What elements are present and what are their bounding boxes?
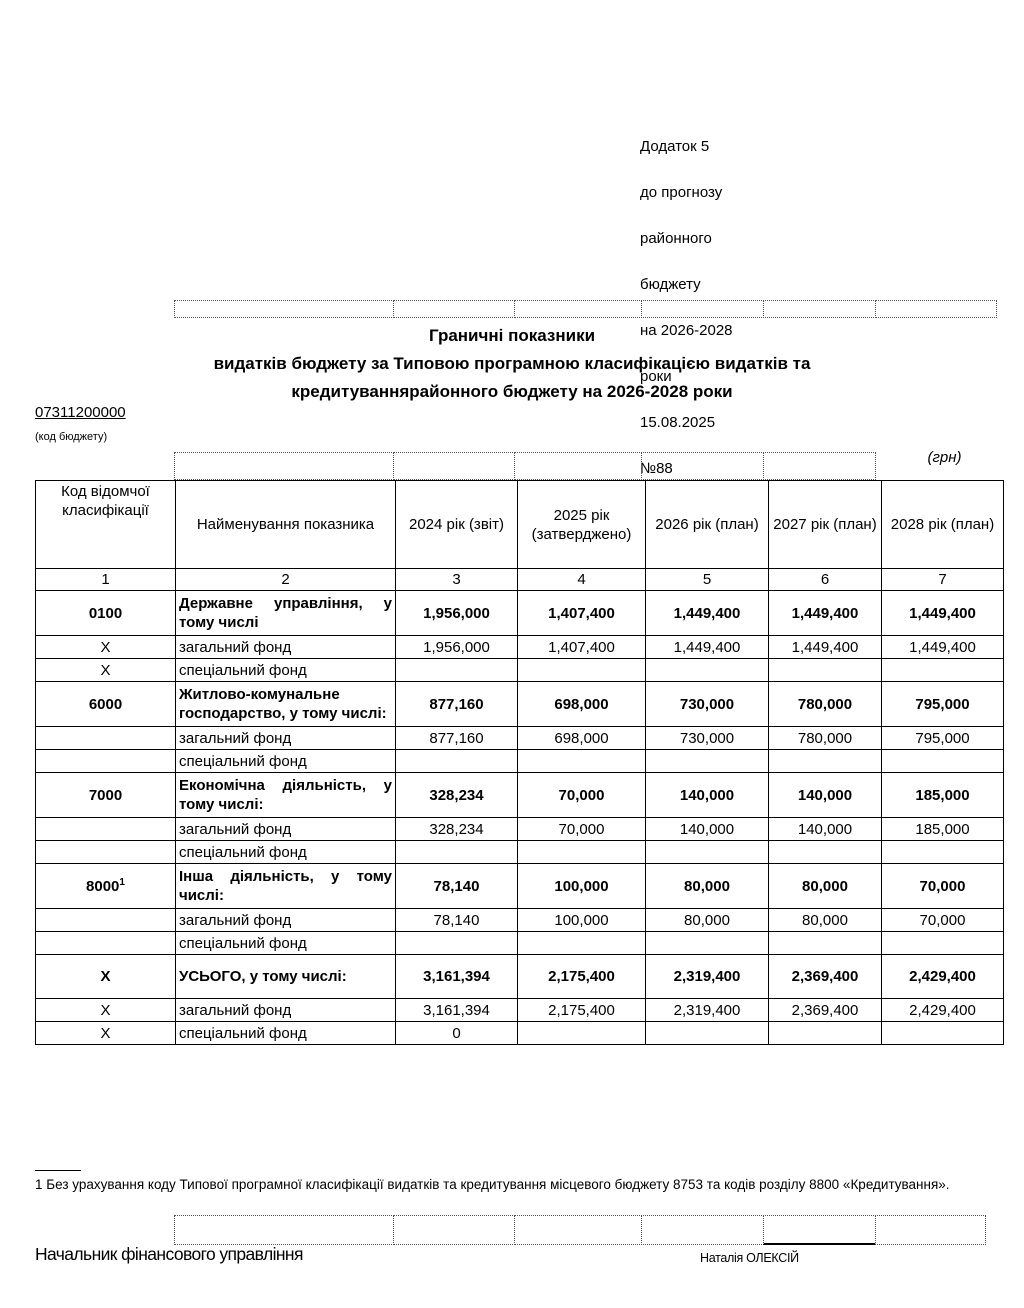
header-2025: 2025 рік (затверджено): [518, 481, 646, 569]
table-row: [36, 727, 1004, 750]
row-code: X: [36, 636, 176, 659]
row-name: УСЬОГО, у тому числі:: [176, 955, 396, 999]
row-value: 730,000: [646, 682, 769, 727]
header-code-column: Код відомчої класифікації: [36, 481, 176, 569]
row-value: 185,000: [882, 818, 1004, 841]
empty-cell: [174, 1215, 394, 1245]
row-value: [518, 841, 646, 864]
header-2028: 2028 рік (план): [882, 481, 1004, 569]
row-code: [36, 841, 176, 864]
appendix-line: бюджету: [640, 276, 701, 293]
row-value: [646, 750, 769, 773]
row-value: 80,000: [769, 864, 882, 909]
row-code: X: [36, 955, 176, 999]
row-name: спеціальний фонд: [176, 750, 396, 773]
table-row: [36, 932, 1004, 955]
row-value: 2,429,400: [882, 955, 1004, 999]
document-title: [0, 322, 1024, 406]
row-value: 70,000: [518, 773, 646, 818]
table-row: [36, 864, 1004, 909]
row-value: 100,000: [518, 909, 646, 932]
row-value: [882, 1022, 1004, 1045]
row-code: [36, 932, 176, 955]
row-value: [769, 1022, 882, 1045]
appendix-line: Додаток 5: [640, 138, 710, 155]
row-value: [769, 932, 882, 955]
empty-cell: [641, 452, 764, 480]
row-value: [769, 750, 882, 773]
table-row: [36, 659, 1004, 682]
footnote-marker: 1: [119, 876, 125, 888]
row-code: 8000$^1$: [36, 864, 176, 909]
row-value: 1,956,000: [396, 591, 518, 636]
row-name: Державне управління, у тому числі: [176, 591, 396, 636]
row-value: [882, 750, 1004, 773]
row-code: 0100: [36, 591, 176, 636]
row-value: 3,161,394: [396, 955, 518, 999]
row-value: [882, 659, 1004, 682]
title-line-3: кредитуваннярайонного бюджету на 2026-2028 роки: [291, 382, 733, 401]
empty-cell: [641, 300, 764, 318]
row-value: 3,161,394: [396, 999, 518, 1022]
row-value: [646, 659, 769, 682]
row-value: 80,000: [646, 909, 769, 932]
row-value: 780,000: [769, 727, 882, 750]
column-number: 2: [176, 569, 396, 591]
column-number-row: [36, 569, 1004, 591]
row-value: 70,000: [882, 909, 1004, 932]
row-value: 795,000: [882, 682, 1004, 727]
row-name: спеціальний фонд: [176, 659, 396, 682]
row-value: 1,407,400: [518, 636, 646, 659]
row-value: 140,000: [646, 818, 769, 841]
row-value: 877,160: [396, 727, 518, 750]
row-value: 1,407,400: [518, 591, 646, 636]
row-code: X: [36, 1022, 176, 1045]
table-row: [36, 955, 1004, 999]
row-code: 6000: [36, 682, 176, 727]
empty-cell: [875, 1215, 986, 1245]
row-value: 140,000: [646, 773, 769, 818]
row-value: [769, 659, 882, 682]
appendix-line: на 2026-2028: [640, 322, 733, 339]
signatory-name: Наталія ОЛЕКСІЙ: [700, 1251, 799, 1265]
table-row: [36, 999, 1004, 1022]
title-line-1: Граничні показники: [428, 326, 596, 345]
row-value: 78,140: [396, 864, 518, 909]
row-value: 80,000: [646, 864, 769, 909]
empty-grid-row-bottom: [174, 1215, 986, 1245]
column-number: 5: [646, 569, 769, 591]
row-value: 2,175,400: [518, 999, 646, 1022]
empty-cell: [393, 300, 515, 318]
row-value: 0: [396, 1022, 518, 1045]
table-row: [36, 1022, 1004, 1045]
row-value: 2,175,400: [518, 955, 646, 999]
table-row: [36, 636, 1004, 659]
header-2024: 2024 рік (звіт): [396, 481, 518, 569]
row-code: X: [36, 999, 176, 1022]
table-row: [36, 682, 1004, 727]
table-row: [36, 909, 1004, 932]
row-value: [882, 932, 1004, 955]
column-number: 6: [769, 569, 882, 591]
empty-cell: [174, 452, 394, 480]
row-value: 185,000: [882, 773, 1004, 818]
row-value: 795,000: [882, 727, 1004, 750]
row-code: [36, 818, 176, 841]
row-value: [646, 1022, 769, 1045]
row-name: загальний фонд: [176, 999, 396, 1022]
table-row: [36, 773, 1004, 818]
empty-cell: [763, 300, 876, 318]
empty-grid-row-above-header: [174, 452, 876, 480]
empty-cell: [514, 300, 642, 318]
row-value: 877,160: [396, 682, 518, 727]
header-2026: 2026 рік (план): [646, 481, 769, 569]
row-value: 1,449,400: [882, 636, 1004, 659]
row-value: 1,449,400: [646, 591, 769, 636]
empty-cell: [393, 1215, 515, 1245]
appendix-line: районного: [640, 230, 712, 247]
row-code: [36, 727, 176, 750]
appendix-line: 15.08.2025: [640, 414, 716, 431]
row-value: 780,000: [769, 682, 882, 727]
row-value: [518, 750, 646, 773]
row-value: [646, 841, 769, 864]
row-name: Економічна діяльність, у тому числі:: [176, 773, 396, 818]
row-value: 730,000: [646, 727, 769, 750]
row-value: 70,000: [518, 818, 646, 841]
row-value: [769, 841, 882, 864]
empty-cell: [875, 300, 997, 318]
empty-cell: [393, 452, 515, 480]
row-code: X: [36, 659, 176, 682]
row-value: [396, 841, 518, 864]
table-row: [36, 591, 1004, 636]
row-name: спеціальний фонд: [176, 1022, 396, 1045]
row-value: [518, 1022, 646, 1045]
budget-table-body: [36, 591, 1004, 1045]
empty-grid-row-top: [174, 300, 997, 318]
row-value: [396, 750, 518, 773]
appendix-line: роки: [640, 368, 672, 385]
table-row: [36, 841, 1004, 864]
empty-cell: [514, 1215, 642, 1245]
row-value: 1,449,400: [646, 636, 769, 659]
row-value: 80,000: [769, 909, 882, 932]
table-header-row: [36, 481, 1004, 569]
row-value: 2,319,400: [646, 999, 769, 1022]
row-name: Житлово-комунальне господарство, у тому числі:: [176, 682, 396, 727]
column-number: 4: [518, 569, 646, 591]
table-row: [36, 818, 1004, 841]
empty-cell: [514, 452, 642, 480]
row-value: 2,429,400: [882, 999, 1004, 1022]
footnote-text: 1 Без урахування коду Типової програмної класифікації видатків та кредитування місцевого бюджету 8753 та кодів розділу 8800 «Кредитування».: [35, 1177, 950, 1192]
currency-note: (грн): [927, 449, 962, 466]
row-value: 70,000: [882, 864, 1004, 909]
row-value: 2,369,400: [769, 955, 882, 999]
row-name: спеціальний фонд: [176, 841, 396, 864]
row-value: 1,449,400: [769, 591, 882, 636]
header-name-column: Найменування показника: [176, 481, 396, 569]
budget-code-label: (код бюджету): [35, 431, 108, 443]
row-value: 1,449,400: [882, 591, 1004, 636]
row-code: [36, 909, 176, 932]
row-value: 698,000: [518, 727, 646, 750]
row-name: загальний фонд: [176, 636, 396, 659]
appendix-line: до прогнозу: [640, 184, 723, 201]
header-2027: 2027 рік (план): [769, 481, 882, 569]
signatory-position: Начальник фінансового управління: [35, 1244, 303, 1264]
footnote-separator: [35, 1170, 81, 1171]
row-name: Інша діяльність, у тому числі:: [176, 864, 396, 909]
row-value: 140,000: [769, 773, 882, 818]
signature-line-cell: [763, 1215, 876, 1245]
row-value: 1,956,000: [396, 636, 518, 659]
row-value: 100,000: [518, 864, 646, 909]
title-line-2: видатків бюджету за Типовою програмною класифікацією видатків та: [213, 354, 811, 373]
empty-cell: [174, 300, 394, 318]
row-value: [518, 932, 646, 955]
row-name: загальний фонд: [176, 727, 396, 750]
empty-cell: [641, 1215, 764, 1245]
row-value: [396, 659, 518, 682]
row-value: [396, 932, 518, 955]
column-number: 1: [36, 569, 176, 591]
row-value: 328,234: [396, 818, 518, 841]
row-value: 78,140: [396, 909, 518, 932]
row-name: загальний фонд: [176, 818, 396, 841]
row-value: [882, 841, 1004, 864]
column-number: 3: [396, 569, 518, 591]
empty-cell: [763, 452, 876, 480]
row-value: 2,319,400: [646, 955, 769, 999]
row-code: 7000: [36, 773, 176, 818]
row-value: 140,000: [769, 818, 882, 841]
row-value: [518, 659, 646, 682]
row-value: 328,234: [396, 773, 518, 818]
budget-code: 07311200000: [35, 404, 126, 421]
row-value: 1,449,400: [769, 636, 882, 659]
row-value: 698,000: [518, 682, 646, 727]
row-name: спеціальний фонд: [176, 932, 396, 955]
row-code: [36, 750, 176, 773]
table-row: [36, 750, 1004, 773]
appendix-line: №88: [640, 460, 673, 477]
row-value: 2,369,400: [769, 999, 882, 1022]
row-value: [646, 932, 769, 955]
column-number: 7: [882, 569, 1004, 591]
budget-table: [35, 480, 1004, 1045]
row-name: загальний фонд: [176, 909, 396, 932]
